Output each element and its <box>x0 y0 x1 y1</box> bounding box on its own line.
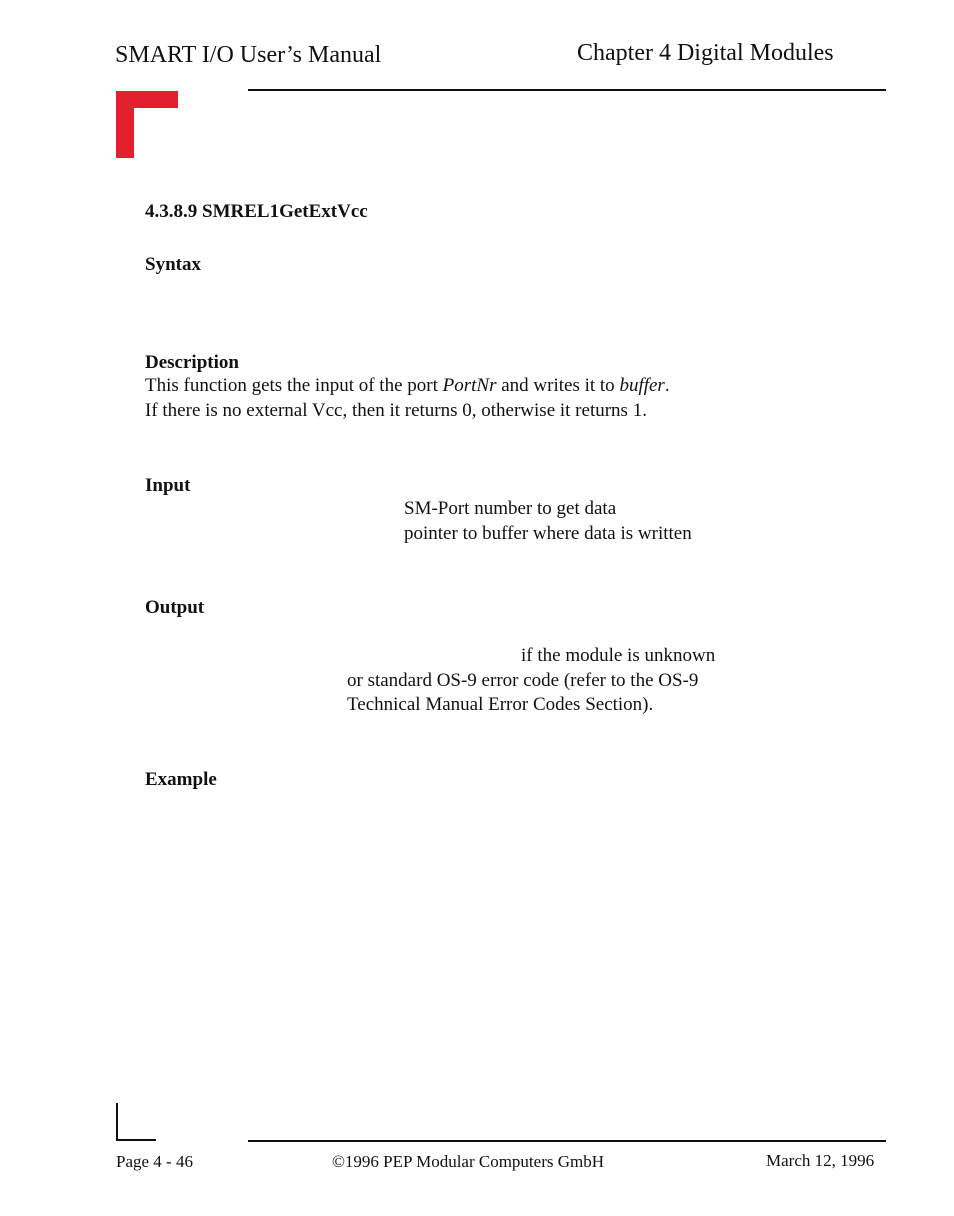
input-heading: Input <box>145 475 191 496</box>
corner-mark-vertical <box>116 91 134 158</box>
page-number: Page 4 - 46 <box>116 1152 193 1171</box>
output-line-1: if the module is unknown <box>521 645 716 666</box>
output-line-3: Technical Manual Error Codes Section). <box>347 694 654 715</box>
example-heading: Example <box>145 769 217 790</box>
section-heading: 4.3.8.9 SMREL1GetExtVcc <box>145 201 368 222</box>
footer-rule <box>248 1140 886 1142</box>
publication-date: March 12, 1996 <box>766 1151 875 1170</box>
description-line-2: If there is no external Vcc, then it returns 0, otherwise it returns 1. <box>145 400 647 421</box>
input-param-portnr-desc: SM-Port number to get data <box>404 498 617 519</box>
footer-corner-horizontal <box>116 1139 156 1141</box>
description-text: and writes it to <box>496 375 620 396</box>
description-heading: Description <box>145 352 239 373</box>
description-text: . <box>664 375 670 396</box>
output-line-2: or standard OS-9 error code (refer to the OS-9 <box>347 670 699 691</box>
param-buffer: buffer <box>619 375 665 396</box>
header-rule <box>248 89 886 91</box>
param-portnr: PortNr <box>442 375 497 396</box>
input-param-buffer-desc: pointer to buffer where data is written <box>404 523 692 544</box>
description-text: This function gets the input of the port <box>145 375 443 396</box>
output-heading: Output <box>145 597 205 618</box>
copyright: ©1996 PEP Modular Computers GmbH <box>332 1152 605 1171</box>
manual-title: SMART I/O User’s Manual <box>115 42 382 68</box>
syntax-heading: Syntax <box>145 254 201 275</box>
description-line-1 <box>145 375 670 397</box>
footer-corner-vertical <box>116 1103 118 1141</box>
chapter-title: Chapter 4 Digital Modules <box>577 40 834 66</box>
